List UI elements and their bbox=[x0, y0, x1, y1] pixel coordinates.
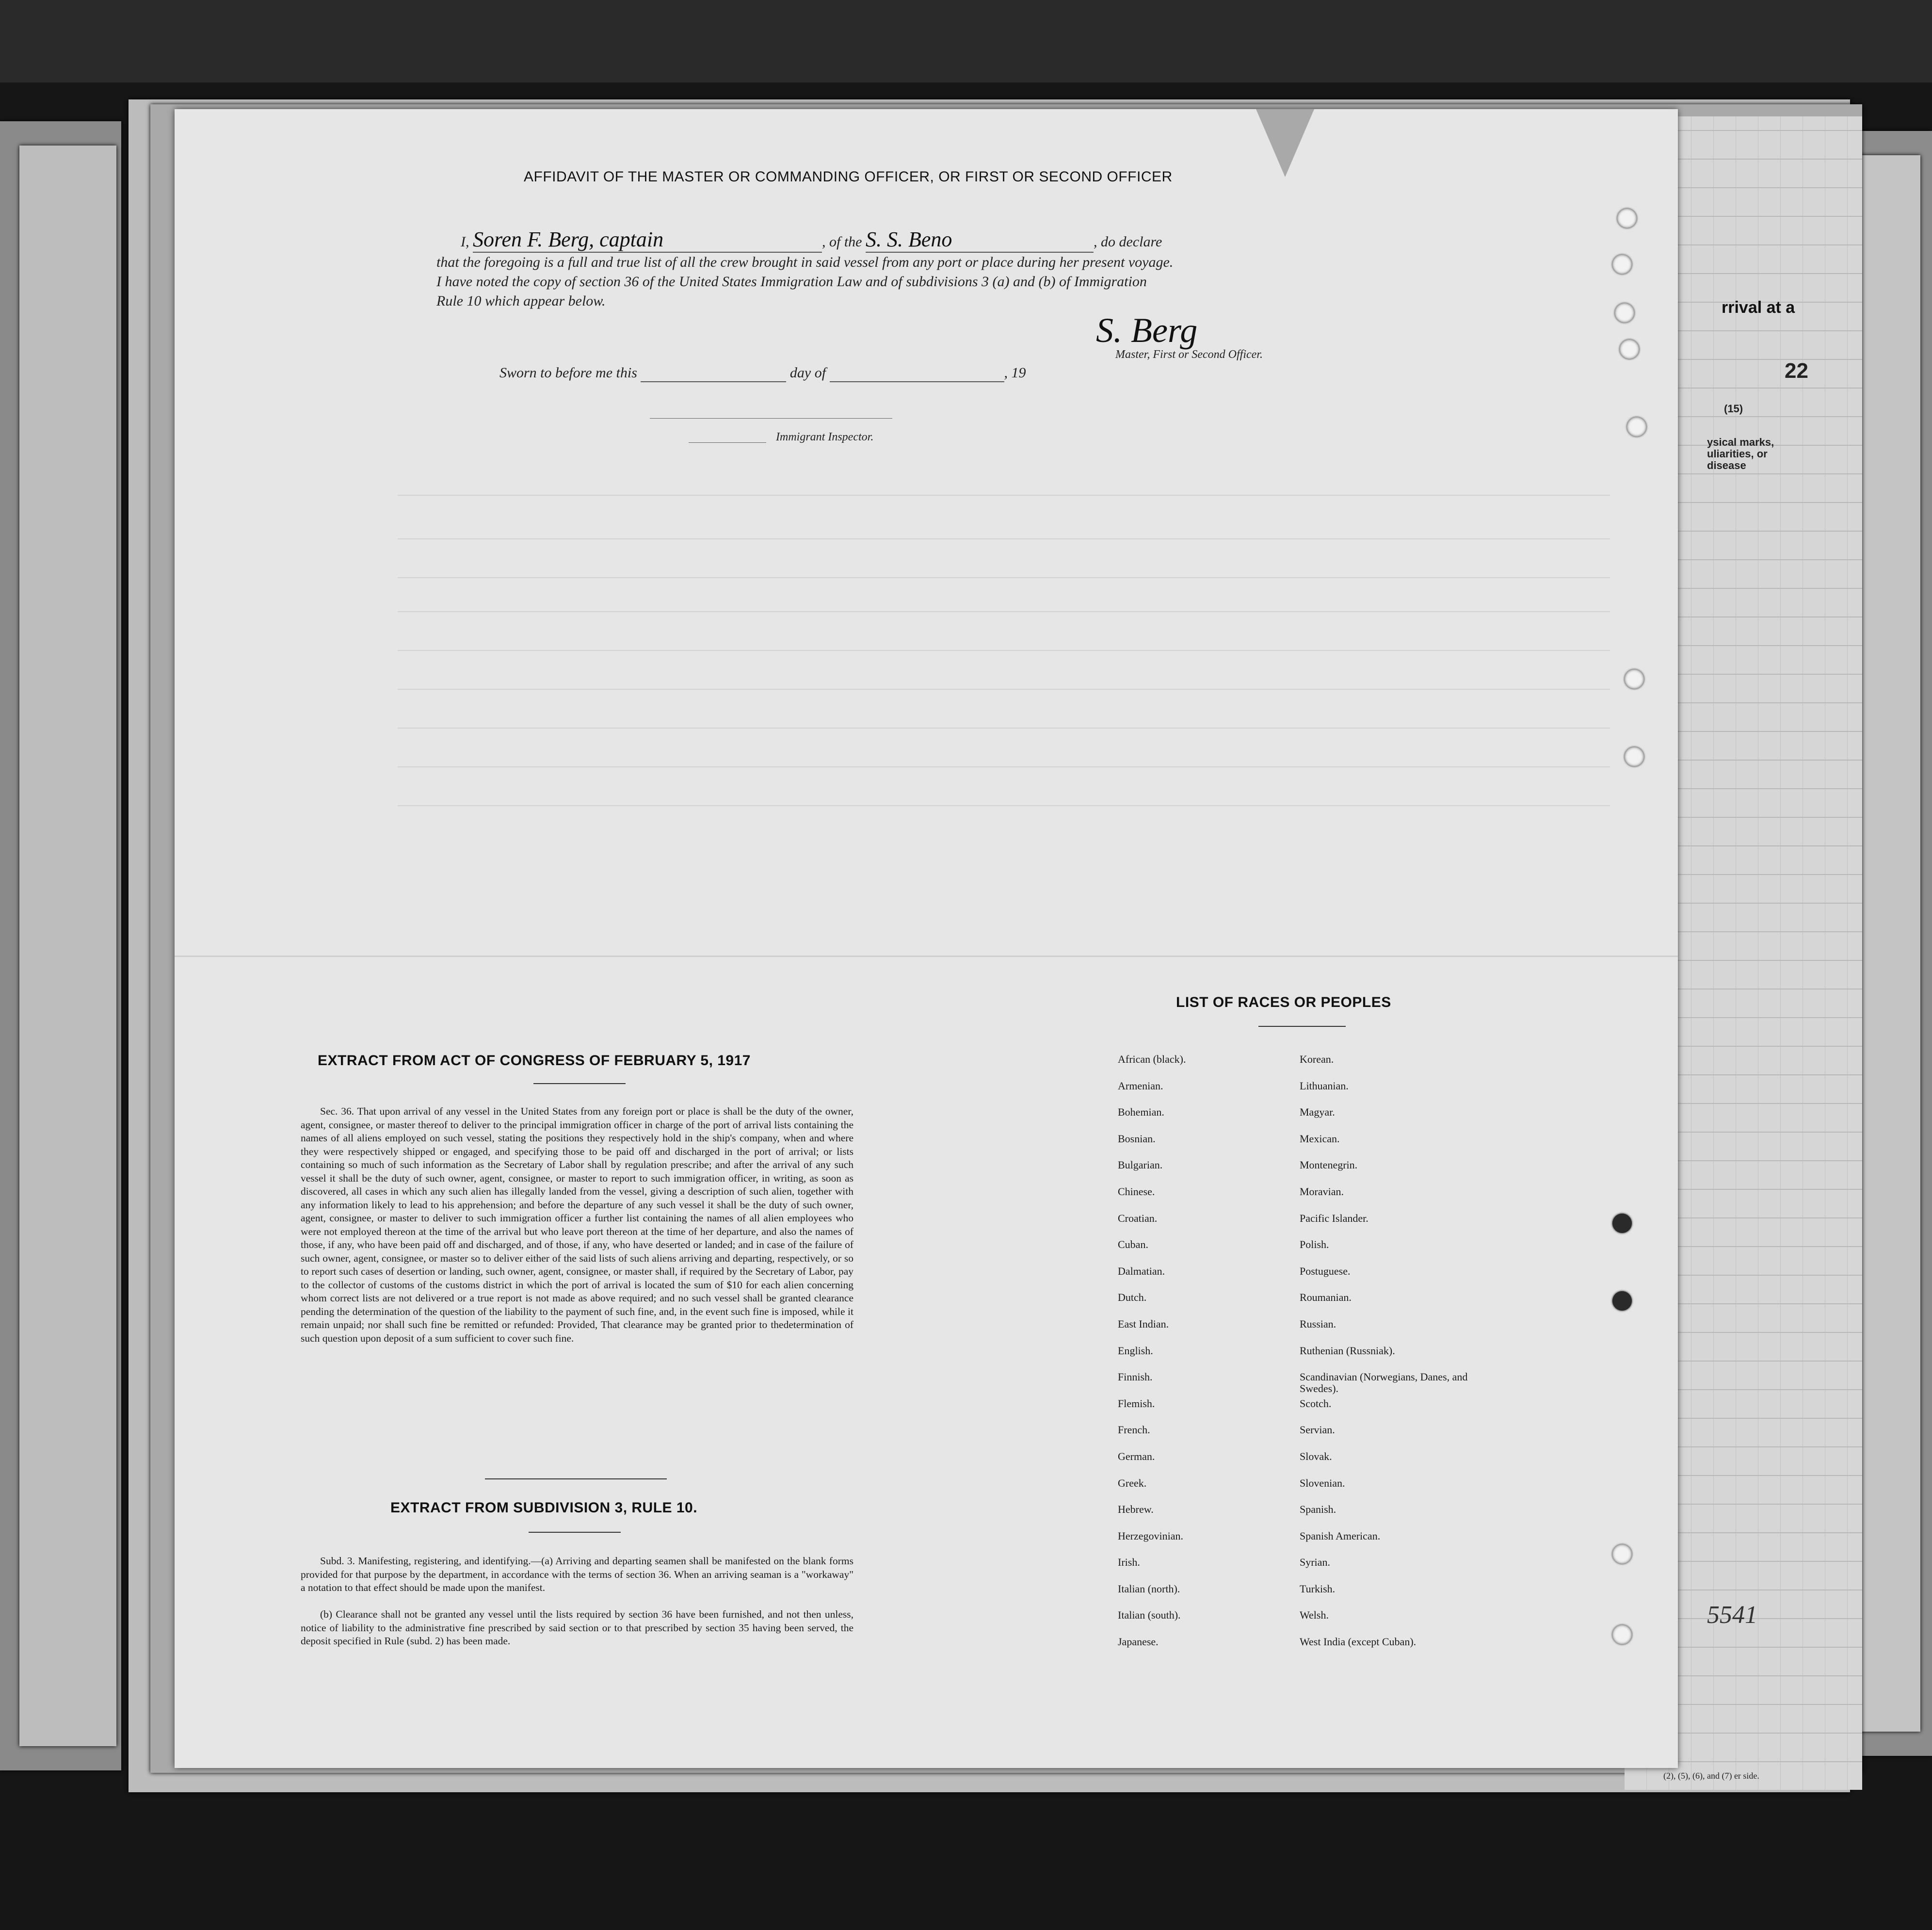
extract-act-title: EXTRACT FROM ACT OF CONGRESS OF FEBRUARY 5, 1917 bbox=[318, 1053, 751, 1069]
race-item: Russian. bbox=[1300, 1317, 1336, 1330]
ghost-row bbox=[398, 805, 1610, 806]
races-column-1 bbox=[1118, 1054, 1312, 1663]
physical-marks-heading: ysical marks, uliarities, or disease bbox=[1707, 436, 1774, 472]
race-item: Bulgarian. bbox=[1118, 1159, 1163, 1171]
left-page-edge-inner bbox=[19, 146, 116, 1746]
race-item: Hebrew. bbox=[1118, 1503, 1154, 1516]
race-item: Spanish American. bbox=[1300, 1529, 1381, 1542]
handwritten-number: 5541 bbox=[1707, 1601, 1757, 1629]
sheet-tear bbox=[1256, 109, 1314, 177]
race-item: Armenian. bbox=[1118, 1079, 1163, 1092]
race-item: Spanish. bbox=[1300, 1503, 1336, 1516]
affidavit-title: AFFIDAVIT OF THE MASTER OR COMMANDING OFFICER, OR FIRST OR SECOND OFFICER bbox=[524, 169, 1173, 185]
declaration-prefix: I, bbox=[461, 234, 469, 250]
punch-hole bbox=[1625, 669, 1644, 689]
races-column-2 bbox=[1300, 1054, 1484, 1663]
section-divider bbox=[485, 1478, 667, 1479]
ghost-row bbox=[398, 650, 1610, 651]
extract-rule-title: EXTRACT FROM SUBDIVISION 3, RULE 10. bbox=[390, 1500, 698, 1516]
signature-role: Master, First or Second Officer. bbox=[1115, 348, 1263, 361]
declaration-suffix: , do declare bbox=[1094, 234, 1162, 250]
race-item: French. bbox=[1118, 1424, 1150, 1436]
race-item: Finnish. bbox=[1118, 1371, 1153, 1383]
section-36-text: Sec. 36. That upon arrival of any vessel in the United States from any foreign port or place is shall be the duty of the owner, agent, consignee, or master thereof to deliver to the principal immigration officer in charge of the port of arrival lists containing the names of all aliens employed on such vessel, stating the positions they respectively hold in the ship's company, when and where they were respectively shipped or engaged, and specifying those to be paid off and discharged in the port of arrival; or lists containing so much of such information as the Secretary of Labor shall by regulation prescribe; and after the arrival of any such vessel it shall be the duty of such owner, agent, consignee, or master to report to such immigration officer, in writing, as soon as discovered, all cases in which any such alien has illegally landed from the vessel, giving a description of such alien, together with any information likely to lead to his apprehension; and before the departure of any such vessel it shall be the duty of such owner, agent, consignee, or master to deliver to such immigration officer a further list containing the names of all alien employees who were not employed thereon at the time of the arrival but who leave port thereon at the time of her departure, and also the names of those, if any, who have been paid off and discharged, and of those, if any, who have deserted or landed; and in case of the failure of such owner, agent, consignee, or master so to deliver either of the said lists of such aliens arriving and departing, respectively, or so to report such cases of desertion or landing, such owner, agent, consignee, or master shall, if required by the Secretary of Labor, pay to the collector of customs of the customs district in which the port of arrival is located the sum of $10 for each alien concerning whom correct lists are not delivered or a true report is not made as above required; and no such vessel shall be granted clearance pending the determination of the question of the liability to the payment of such fine, and, in the event such fine is imposed, while it remain unpaid; nor shall such fine be remitted or refunded: Provided, That clearance may be granted prior to thedetermination of such question upon deposit of a sum sufficient to cover such fine. bbox=[301, 1105, 853, 1344]
race-item: English. bbox=[1118, 1344, 1153, 1357]
race-item: Cuban. bbox=[1118, 1238, 1148, 1251]
punch-hole bbox=[1627, 417, 1646, 437]
race-item: Lithuanian. bbox=[1300, 1079, 1349, 1092]
background-top-band bbox=[0, 0, 1932, 82]
race-item: Greek. bbox=[1118, 1476, 1147, 1489]
race-item: Servian. bbox=[1300, 1424, 1335, 1436]
declaration-mid: , of the bbox=[822, 234, 862, 250]
race-item: Bosnian. bbox=[1118, 1132, 1156, 1145]
race-item: Chinese. bbox=[1118, 1185, 1155, 1198]
races-title: LIST OF RACES OR PEOPLES bbox=[1176, 994, 1391, 1010]
inspector-signature-line bbox=[650, 418, 892, 419]
race-item: Magyar. bbox=[1300, 1106, 1335, 1119]
punch-hole bbox=[1612, 1544, 1632, 1564]
manifest-page-number: 22 bbox=[1785, 359, 1808, 383]
punch-hole bbox=[1612, 1214, 1632, 1233]
affidavit-declaration-line bbox=[461, 227, 1162, 253]
race-item: Turkish. bbox=[1300, 1582, 1336, 1595]
race-item: Italian (north). bbox=[1118, 1582, 1180, 1595]
race-item: Korean. bbox=[1300, 1053, 1334, 1065]
race-item: Ruthenian (Russniak). bbox=[1300, 1344, 1395, 1357]
ghost-row bbox=[398, 766, 1610, 767]
rule-para-b: (b) Clearance shall not be granted any vessel until the lists required by section 36 have been furnished, and not then unless, notice of liability to the administrative fine prescribed by said section or to that prescribed by section 35 having been served, the deposit specified in Rule (subd. 2) has been made. bbox=[301, 1608, 853, 1647]
sworn-line bbox=[499, 365, 1026, 382]
arrival-heading: rrival at a bbox=[1722, 298, 1795, 317]
race-item: Scotch. bbox=[1300, 1397, 1332, 1410]
ghost-row bbox=[398, 538, 1610, 539]
race-item: Slovak. bbox=[1300, 1450, 1332, 1462]
sheet-fold bbox=[175, 956, 1678, 957]
rule-para-a: Subd. 3. Manifesting, registering, and identifying.—(a) Arriving and departing seamen shall be manifested on the blank forms provided for that purpose by the department, in accordance with the terms of section 36. When an arriving seaman is a "workaway" a notation to that effect should be made upon the manifest. bbox=[301, 1555, 853, 1593]
inspector-short-line bbox=[689, 442, 766, 443]
punch-hole bbox=[1620, 340, 1639, 359]
ghost-row bbox=[398, 689, 1610, 690]
race-item: Syrian. bbox=[1300, 1556, 1330, 1569]
race-item: African (black). bbox=[1118, 1053, 1186, 1065]
immigrant-inspector-label: Immigrant Inspector. bbox=[776, 431, 874, 443]
race-item: East Indian. bbox=[1118, 1317, 1169, 1330]
race-item: Montenegrin. bbox=[1300, 1159, 1358, 1171]
race-item: Polish. bbox=[1300, 1238, 1329, 1251]
master-name: Soren F. Berg, captain bbox=[473, 227, 822, 253]
affidavit-line-3: I have noted the copy of section 36 of the United States Immigration Law and of subdivisions 3 (a) and (b) of Immigration bbox=[436, 274, 1147, 290]
race-item: Postuguese. bbox=[1300, 1265, 1351, 1277]
vessel-name: S. S. Beno bbox=[866, 227, 1094, 253]
sworn-year: , 19 bbox=[1004, 365, 1026, 381]
column-15-label: (15) bbox=[1724, 403, 1743, 415]
race-item: Japanese. bbox=[1118, 1636, 1159, 1648]
punch-hole bbox=[1625, 747, 1644, 766]
race-item: Welsh. bbox=[1300, 1609, 1329, 1622]
title-rule bbox=[1258, 1026, 1346, 1027]
punch-hole bbox=[1612, 1625, 1632, 1644]
master-signature: S. Berg bbox=[1096, 311, 1198, 350]
affidavit-line-4: Rule 10 which appear below. bbox=[436, 293, 606, 309]
race-item: Pacific Islander. bbox=[1300, 1212, 1368, 1224]
race-item: Irish. bbox=[1118, 1556, 1140, 1569]
race-item: Mexican. bbox=[1300, 1132, 1340, 1145]
race-item: Italian (south). bbox=[1118, 1609, 1181, 1622]
title-rule bbox=[529, 1532, 621, 1533]
race-item: Dalmatian. bbox=[1118, 1265, 1165, 1277]
title-rule bbox=[533, 1083, 626, 1084]
punch-hole bbox=[1617, 209, 1637, 228]
punch-hole bbox=[1612, 255, 1632, 274]
right-page-edge-inner bbox=[1852, 155, 1920, 1732]
race-item: Flemish. bbox=[1118, 1397, 1155, 1410]
race-item: West India (except Cuban). bbox=[1300, 1636, 1417, 1648]
punch-hole bbox=[1615, 303, 1634, 323]
sworn-day: day of bbox=[789, 365, 826, 381]
ghost-row bbox=[398, 728, 1610, 729]
punch-hole bbox=[1612, 1291, 1632, 1311]
manifest-bottom-note: (2), (5), (6), and (7) er side. bbox=[1663, 1771, 1759, 1781]
ghost-row bbox=[398, 577, 1610, 578]
race-item: Scandinavian (Norwegians, Danes, and Swedes). bbox=[1300, 1371, 1468, 1395]
affidavit-line-2: that the foregoing is a full and true list of all the crew brought in said vessel from any port or place during her present voyage. bbox=[436, 254, 1174, 270]
race-item: German. bbox=[1118, 1450, 1155, 1462]
sworn-prefix: Sworn to before me this bbox=[499, 365, 637, 381]
race-item: Bohemian. bbox=[1118, 1106, 1164, 1119]
race-item: Dutch. bbox=[1118, 1291, 1147, 1304]
race-item: Croatian. bbox=[1118, 1212, 1158, 1224]
race-item: Slovenian. bbox=[1300, 1476, 1345, 1489]
race-item: Herzegovinian. bbox=[1118, 1529, 1183, 1542]
race-item: Moravian. bbox=[1300, 1185, 1344, 1198]
ghost-row bbox=[398, 495, 1610, 496]
race-item: Roumanian. bbox=[1300, 1291, 1352, 1304]
ghost-row bbox=[398, 611, 1610, 612]
